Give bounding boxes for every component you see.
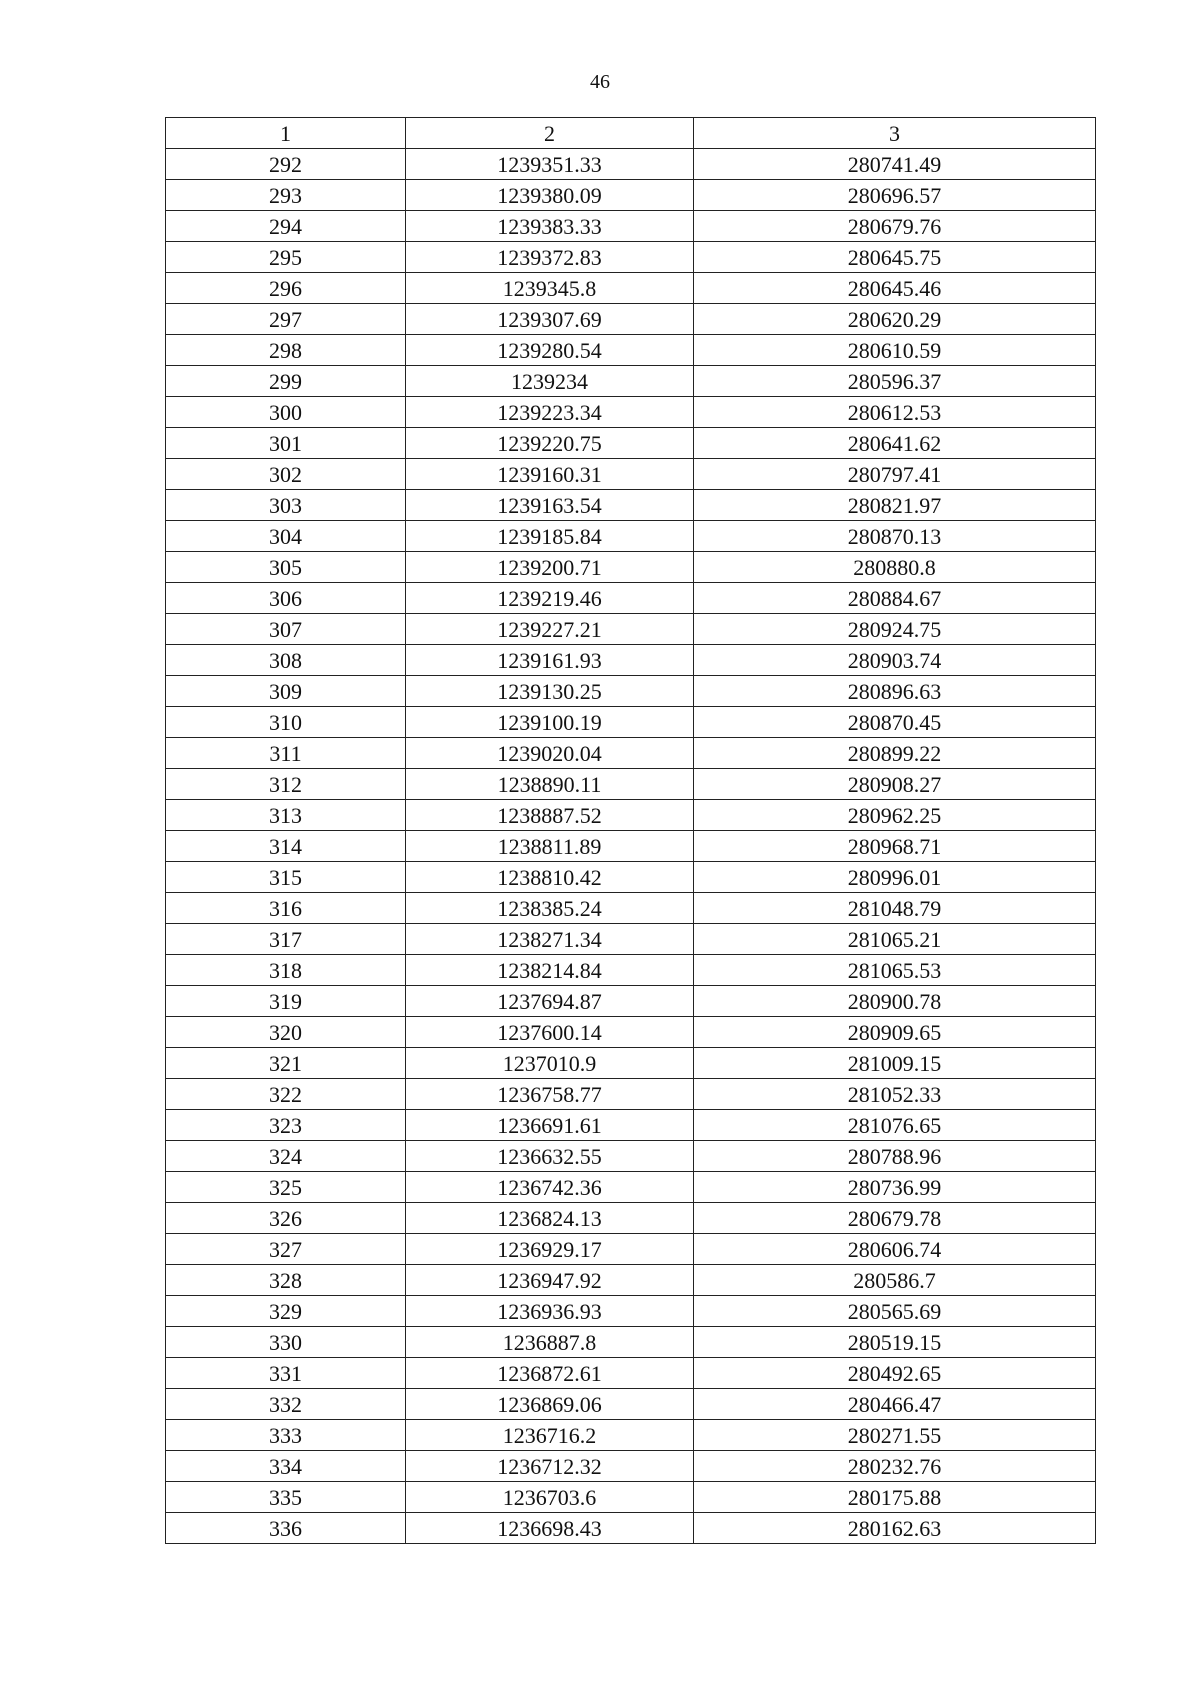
point-number-cell: 309: [166, 676, 406, 707]
coordinate-y-cell: 280641.62: [694, 428, 1096, 459]
coordinate-y-cell: 281065.53: [694, 955, 1096, 986]
point-number-cell: 305: [166, 552, 406, 583]
coordinate-x-cell: 1239234: [406, 366, 694, 397]
coordinate-y-cell: 281052.33: [694, 1079, 1096, 1110]
point-number-cell: 293: [166, 180, 406, 211]
point-number-cell: 325: [166, 1172, 406, 1203]
point-number-cell: 320: [166, 1017, 406, 1048]
point-number-cell: 295: [166, 242, 406, 273]
point-number-cell: 307: [166, 614, 406, 645]
table-row: [166, 676, 1096, 707]
coordinate-x-cell: 1236936.93: [406, 1296, 694, 1327]
coordinate-x-cell: 1236691.61: [406, 1110, 694, 1141]
point-number-cell: 311: [166, 738, 406, 769]
table-row: [166, 800, 1096, 831]
point-number-cell: 313: [166, 800, 406, 831]
coordinate-x-cell: 1238810.42: [406, 862, 694, 893]
coordinate-y-cell: 280909.65: [694, 1017, 1096, 1048]
table-row: [166, 1389, 1096, 1420]
point-number-cell: 300: [166, 397, 406, 428]
coordinate-x-cell: 1239280.54: [406, 335, 694, 366]
coordinate-x-cell: 1236703.6: [406, 1482, 694, 1513]
table-row: [166, 1451, 1096, 1482]
point-number-cell: 332: [166, 1389, 406, 1420]
coordinate-y-cell: 281009.15: [694, 1048, 1096, 1079]
table-row: [166, 242, 1096, 273]
table-row: [166, 149, 1096, 180]
coordinate-x-cell: 1236632.55: [406, 1141, 694, 1172]
point-number-cell: 304: [166, 521, 406, 552]
table-row: [166, 1327, 1096, 1358]
coordinate-y-cell: 280612.53: [694, 397, 1096, 428]
table-row: [166, 211, 1096, 242]
table-row: [166, 986, 1096, 1017]
coordinate-x-cell: 1237694.87: [406, 986, 694, 1017]
table-row: [166, 490, 1096, 521]
point-number-cell: 314: [166, 831, 406, 862]
coordinate-y-cell: 280645.75: [694, 242, 1096, 273]
point-number-cell: 323: [166, 1110, 406, 1141]
coordinate-y-cell: 280606.74: [694, 1234, 1096, 1265]
coordinate-x-cell: 1238890.11: [406, 769, 694, 800]
coordinate-x-cell: 1236887.8: [406, 1327, 694, 1358]
table-row: [166, 1172, 1096, 1203]
point-number-cell: 331: [166, 1358, 406, 1389]
table-row: [166, 428, 1096, 459]
table-row: [166, 1358, 1096, 1389]
coordinate-y-cell: 280903.74: [694, 645, 1096, 676]
table-row: [166, 459, 1096, 490]
table-row: [166, 1017, 1096, 1048]
coordinate-y-cell: 280679.76: [694, 211, 1096, 242]
coordinate-x-cell: 1238385.24: [406, 893, 694, 924]
point-number-cell: 318: [166, 955, 406, 986]
coordinate-x-cell: 1239372.83: [406, 242, 694, 273]
coordinate-y-cell: 280884.67: [694, 583, 1096, 614]
point-number-cell: 329: [166, 1296, 406, 1327]
header-cell-2: 2: [406, 118, 694, 149]
table-row: [166, 893, 1096, 924]
table-row: [166, 1420, 1096, 1451]
coordinate-x-cell: 1239220.75: [406, 428, 694, 459]
coordinate-x-cell: 1236742.36: [406, 1172, 694, 1203]
point-number-cell: 303: [166, 490, 406, 521]
table-row: [166, 1203, 1096, 1234]
table-row: [166, 397, 1096, 428]
table-row: [166, 1234, 1096, 1265]
coordinate-x-cell: 1239160.31: [406, 459, 694, 490]
coordinate-y-cell: 280870.45: [694, 707, 1096, 738]
table-row: [166, 738, 1096, 769]
table-row: [166, 1079, 1096, 1110]
table-row: [166, 831, 1096, 862]
table-row: [166, 955, 1096, 986]
coordinate-x-cell: 1239185.84: [406, 521, 694, 552]
coordinate-x-cell: 1239307.69: [406, 304, 694, 335]
coordinate-x-cell: 1239227.21: [406, 614, 694, 645]
coordinate-y-cell: 280962.25: [694, 800, 1096, 831]
coordinate-x-cell: 1236712.32: [406, 1451, 694, 1482]
table-row: [166, 645, 1096, 676]
table-row: [166, 924, 1096, 955]
coordinate-x-cell: 1239351.33: [406, 149, 694, 180]
coordinate-x-cell: 1239100.19: [406, 707, 694, 738]
coordinate-y-cell: 280900.78: [694, 986, 1096, 1017]
point-number-cell: 315: [166, 862, 406, 893]
coordinate-x-cell: 1239200.71: [406, 552, 694, 583]
point-number-cell: 296: [166, 273, 406, 304]
point-number-cell: 294: [166, 211, 406, 242]
coordinate-y-cell: 281048.79: [694, 893, 1096, 924]
point-number-cell: 333: [166, 1420, 406, 1451]
coordinate-y-cell: 280821.97: [694, 490, 1096, 521]
coordinate-x-cell: 1236869.06: [406, 1389, 694, 1420]
table-row: [166, 583, 1096, 614]
coordinate-x-cell: 1239383.33: [406, 211, 694, 242]
coordinate-y-cell: 280736.99: [694, 1172, 1096, 1203]
table-row: [166, 1482, 1096, 1513]
coordinate-x-cell: 1236716.2: [406, 1420, 694, 1451]
coordinate-x-cell: 1238811.89: [406, 831, 694, 862]
coordinate-y-cell: 281076.65: [694, 1110, 1096, 1141]
coordinate-x-cell: 1236698.43: [406, 1513, 694, 1544]
point-number-cell: 335: [166, 1482, 406, 1513]
point-number-cell: 312: [166, 769, 406, 800]
coordinate-y-cell: 280565.69: [694, 1296, 1096, 1327]
point-number-cell: 301: [166, 428, 406, 459]
table-row: [166, 1048, 1096, 1079]
coordinate-x-cell: 1237600.14: [406, 1017, 694, 1048]
table-row: [166, 769, 1096, 800]
table-row: [166, 552, 1096, 583]
coordinate-y-cell: 280175.88: [694, 1482, 1096, 1513]
coordinate-x-cell: 1239345.8: [406, 273, 694, 304]
coordinate-x-cell: 1238214.84: [406, 955, 694, 986]
point-number-cell: 317: [166, 924, 406, 955]
coordinate-y-cell: 280968.71: [694, 831, 1096, 862]
coordinate-y-cell: 280870.13: [694, 521, 1096, 552]
point-number-cell: 324: [166, 1141, 406, 1172]
coordinates-table: [165, 117, 1096, 1544]
table-row: [166, 1265, 1096, 1296]
point-number-cell: 298: [166, 335, 406, 366]
point-number-cell: 334: [166, 1451, 406, 1482]
point-number-cell: 328: [166, 1265, 406, 1296]
coordinate-x-cell: 1236824.13: [406, 1203, 694, 1234]
table-row: [166, 304, 1096, 335]
coordinate-y-cell: 280696.57: [694, 180, 1096, 211]
coordinate-y-cell: 280880.8: [694, 552, 1096, 583]
table-row: [166, 614, 1096, 645]
point-number-cell: 336: [166, 1513, 406, 1544]
point-number-cell: 321: [166, 1048, 406, 1079]
table-body: [166, 149, 1096, 1544]
table-row: [166, 273, 1096, 304]
header-cell-3: 3: [694, 118, 1096, 149]
coordinate-y-cell: 280620.29: [694, 304, 1096, 335]
coordinate-y-cell: 281065.21: [694, 924, 1096, 955]
coordinate-y-cell: 280162.63: [694, 1513, 1096, 1544]
coordinate-x-cell: 1237010.9: [406, 1048, 694, 1079]
point-number-cell: 297: [166, 304, 406, 335]
coordinate-x-cell: 1239163.54: [406, 490, 694, 521]
coordinate-y-cell: 280232.76: [694, 1451, 1096, 1482]
point-number-cell: 302: [166, 459, 406, 490]
header-row: [166, 118, 1096, 149]
coordinate-x-cell: 1239130.25: [406, 676, 694, 707]
coordinate-y-cell: 280996.01: [694, 862, 1096, 893]
table-row: [166, 1141, 1096, 1172]
coordinate-x-cell: 1236872.61: [406, 1358, 694, 1389]
coordinate-y-cell: 280899.22: [694, 738, 1096, 769]
coordinate-y-cell: 280788.96: [694, 1141, 1096, 1172]
coordinate-y-cell: 280797.41: [694, 459, 1096, 490]
table-row: [166, 1513, 1096, 1544]
header-cell-1: 1: [166, 118, 406, 149]
point-number-cell: 299: [166, 366, 406, 397]
coordinate-y-cell: 280908.27: [694, 769, 1096, 800]
point-number-cell: 292: [166, 149, 406, 180]
point-number-cell: 319: [166, 986, 406, 1017]
table-row: [166, 366, 1096, 397]
coordinate-y-cell: 280466.47: [694, 1389, 1096, 1420]
coordinate-y-cell: 280271.55: [694, 1420, 1096, 1451]
coordinate-y-cell: 280596.37: [694, 366, 1096, 397]
point-number-cell: 308: [166, 645, 406, 676]
coordinate-y-cell: 280586.7: [694, 1265, 1096, 1296]
table-row: [166, 521, 1096, 552]
coordinate-x-cell: 1239223.34: [406, 397, 694, 428]
page-number: 46: [590, 71, 610, 93]
table-row: [166, 1296, 1096, 1327]
table-row: [166, 335, 1096, 366]
point-number-cell: 310: [166, 707, 406, 738]
point-number-cell: 316: [166, 893, 406, 924]
table-row: [166, 707, 1096, 738]
coordinate-x-cell: 1236758.77: [406, 1079, 694, 1110]
coordinate-x-cell: 1239161.93: [406, 645, 694, 676]
table-row: [166, 862, 1096, 893]
coordinate-x-cell: 1238887.52: [406, 800, 694, 831]
coordinate-x-cell: 1236947.92: [406, 1265, 694, 1296]
coordinate-y-cell: 280492.65: [694, 1358, 1096, 1389]
table-header: [166, 118, 1096, 149]
coordinate-x-cell: 1236929.17: [406, 1234, 694, 1265]
coordinate-y-cell: 280741.49: [694, 149, 1096, 180]
point-number-cell: 326: [166, 1203, 406, 1234]
point-number-cell: 322: [166, 1079, 406, 1110]
table-row: [166, 180, 1096, 211]
coordinate-y-cell: 280645.46: [694, 273, 1096, 304]
coordinate-x-cell: 1239380.09: [406, 180, 694, 211]
coordinate-x-cell: 1239020.04: [406, 738, 694, 769]
point-number-cell: 327: [166, 1234, 406, 1265]
table-row: [166, 1110, 1096, 1141]
coordinate-y-cell: 280679.78: [694, 1203, 1096, 1234]
coordinate-y-cell: 280924.75: [694, 614, 1096, 645]
coordinate-y-cell: 280519.15: [694, 1327, 1096, 1358]
point-number-cell: 330: [166, 1327, 406, 1358]
coordinate-x-cell: 1238271.34: [406, 924, 694, 955]
point-number-cell: 306: [166, 583, 406, 614]
coordinate-y-cell: 280610.59: [694, 335, 1096, 366]
coordinate-x-cell: 1239219.46: [406, 583, 694, 614]
coordinate-y-cell: 280896.63: [694, 676, 1096, 707]
